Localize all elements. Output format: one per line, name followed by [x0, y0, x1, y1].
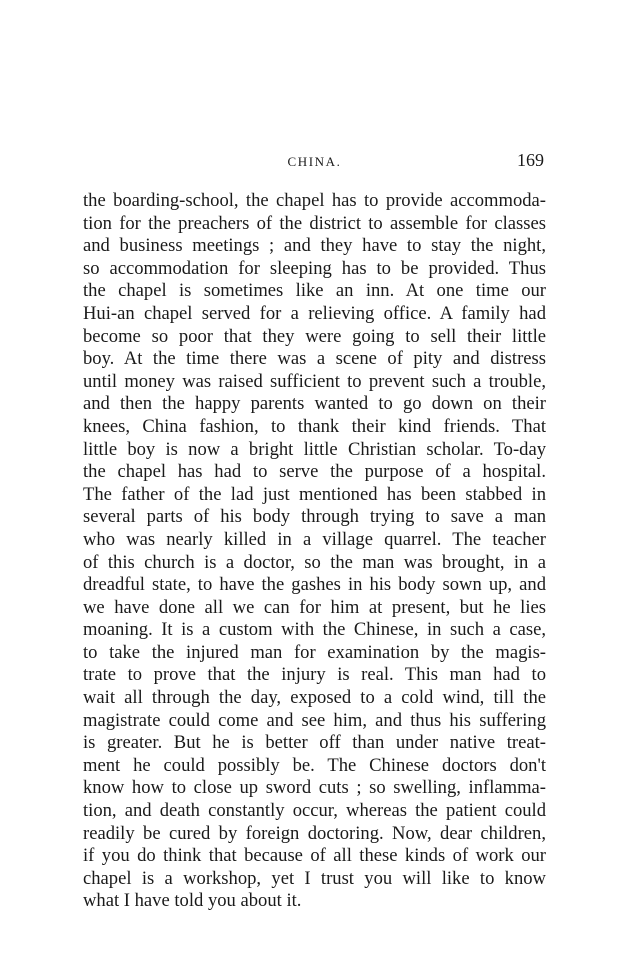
text-line: ment he could possibly be. The Chinese doctors don't — [83, 754, 546, 776]
text-line: wait all through the day, exposed to a cold wind, till the — [83, 687, 546, 709]
running-title: CHINA. — [287, 154, 342, 169]
text-line: tion, and death constantly occur, whereas the patient could — [83, 800, 546, 822]
text-line: several parts of his body through trying to save a man — [83, 506, 546, 528]
text-line: tion for the preachers of the district to assemble for classes — [83, 212, 546, 234]
text-line: and business meetings ; and they have to stay the night, — [83, 235, 546, 257]
text-line: become so poor that they were going to sell their little — [83, 325, 546, 347]
text-line: magistrate could come and see him, and thus his suffering — [83, 709, 546, 731]
body-text — [83, 190, 546, 913]
text-line: if you do think that because of all these kinds of work our — [83, 845, 546, 867]
text-line: the chapel is sometimes like an inn. At one time our — [83, 280, 546, 302]
text-line: the chapel has had to serve the purpose of a hospital. — [83, 461, 546, 483]
text-line: is greater. But he is better off than under native treat- — [83, 732, 546, 754]
text-line: what I have told you about it. — [83, 890, 302, 912]
text-line: knees, China fashion, to thank their kind friends. That — [83, 415, 546, 437]
running-head — [83, 150, 546, 174]
text-line: moaning. It is a custom with the Chinese, in such a case, — [83, 619, 546, 641]
text-line: Hui-an chapel served for a relieving office. A family had — [83, 302, 546, 324]
text-line: boy. At the time there was a scene of pity and distress — [83, 348, 546, 370]
text-line: chapel is a workshop, yet I trust you will like to know — [83, 867, 546, 889]
text-line: readily be cured by foreign doctoring. Now, dear children, — [83, 822, 546, 844]
page-number: 169 — [517, 150, 544, 170]
text-line: we have done all we can for him at present, but he lies — [83, 596, 546, 618]
text-line: to take the injured man for examination by the magis- — [83, 641, 546, 663]
text-line: dreadful state, to have the gashes in his body sown up, and — [83, 574, 546, 596]
text-line: the boarding-school, the chapel has to provide accommoda- — [83, 190, 546, 211]
text-line: little boy is now a bright little Christian scholar. To-day — [83, 438, 546, 460]
text-line: know how to close up sword cuts ; so swelling, inflamma- — [83, 777, 546, 799]
text-line: and then the happy parents wanted to go down on their — [83, 393, 546, 415]
text-line: The father of the lad just mentioned has been stabbed in — [83, 483, 546, 505]
text-line: trate to prove that the injury is real. This man had to — [83, 664, 546, 686]
text-line: of this church is a doctor, so the man was brought, in a — [83, 551, 546, 573]
text-line: so accommodation for sleeping has to be provided. Thus — [83, 257, 546, 279]
text-line: who was nearly killed in a village quarrel. The teacher — [83, 528, 546, 550]
text-line: until money was raised sufficient to prevent such a trouble, — [83, 370, 546, 392]
